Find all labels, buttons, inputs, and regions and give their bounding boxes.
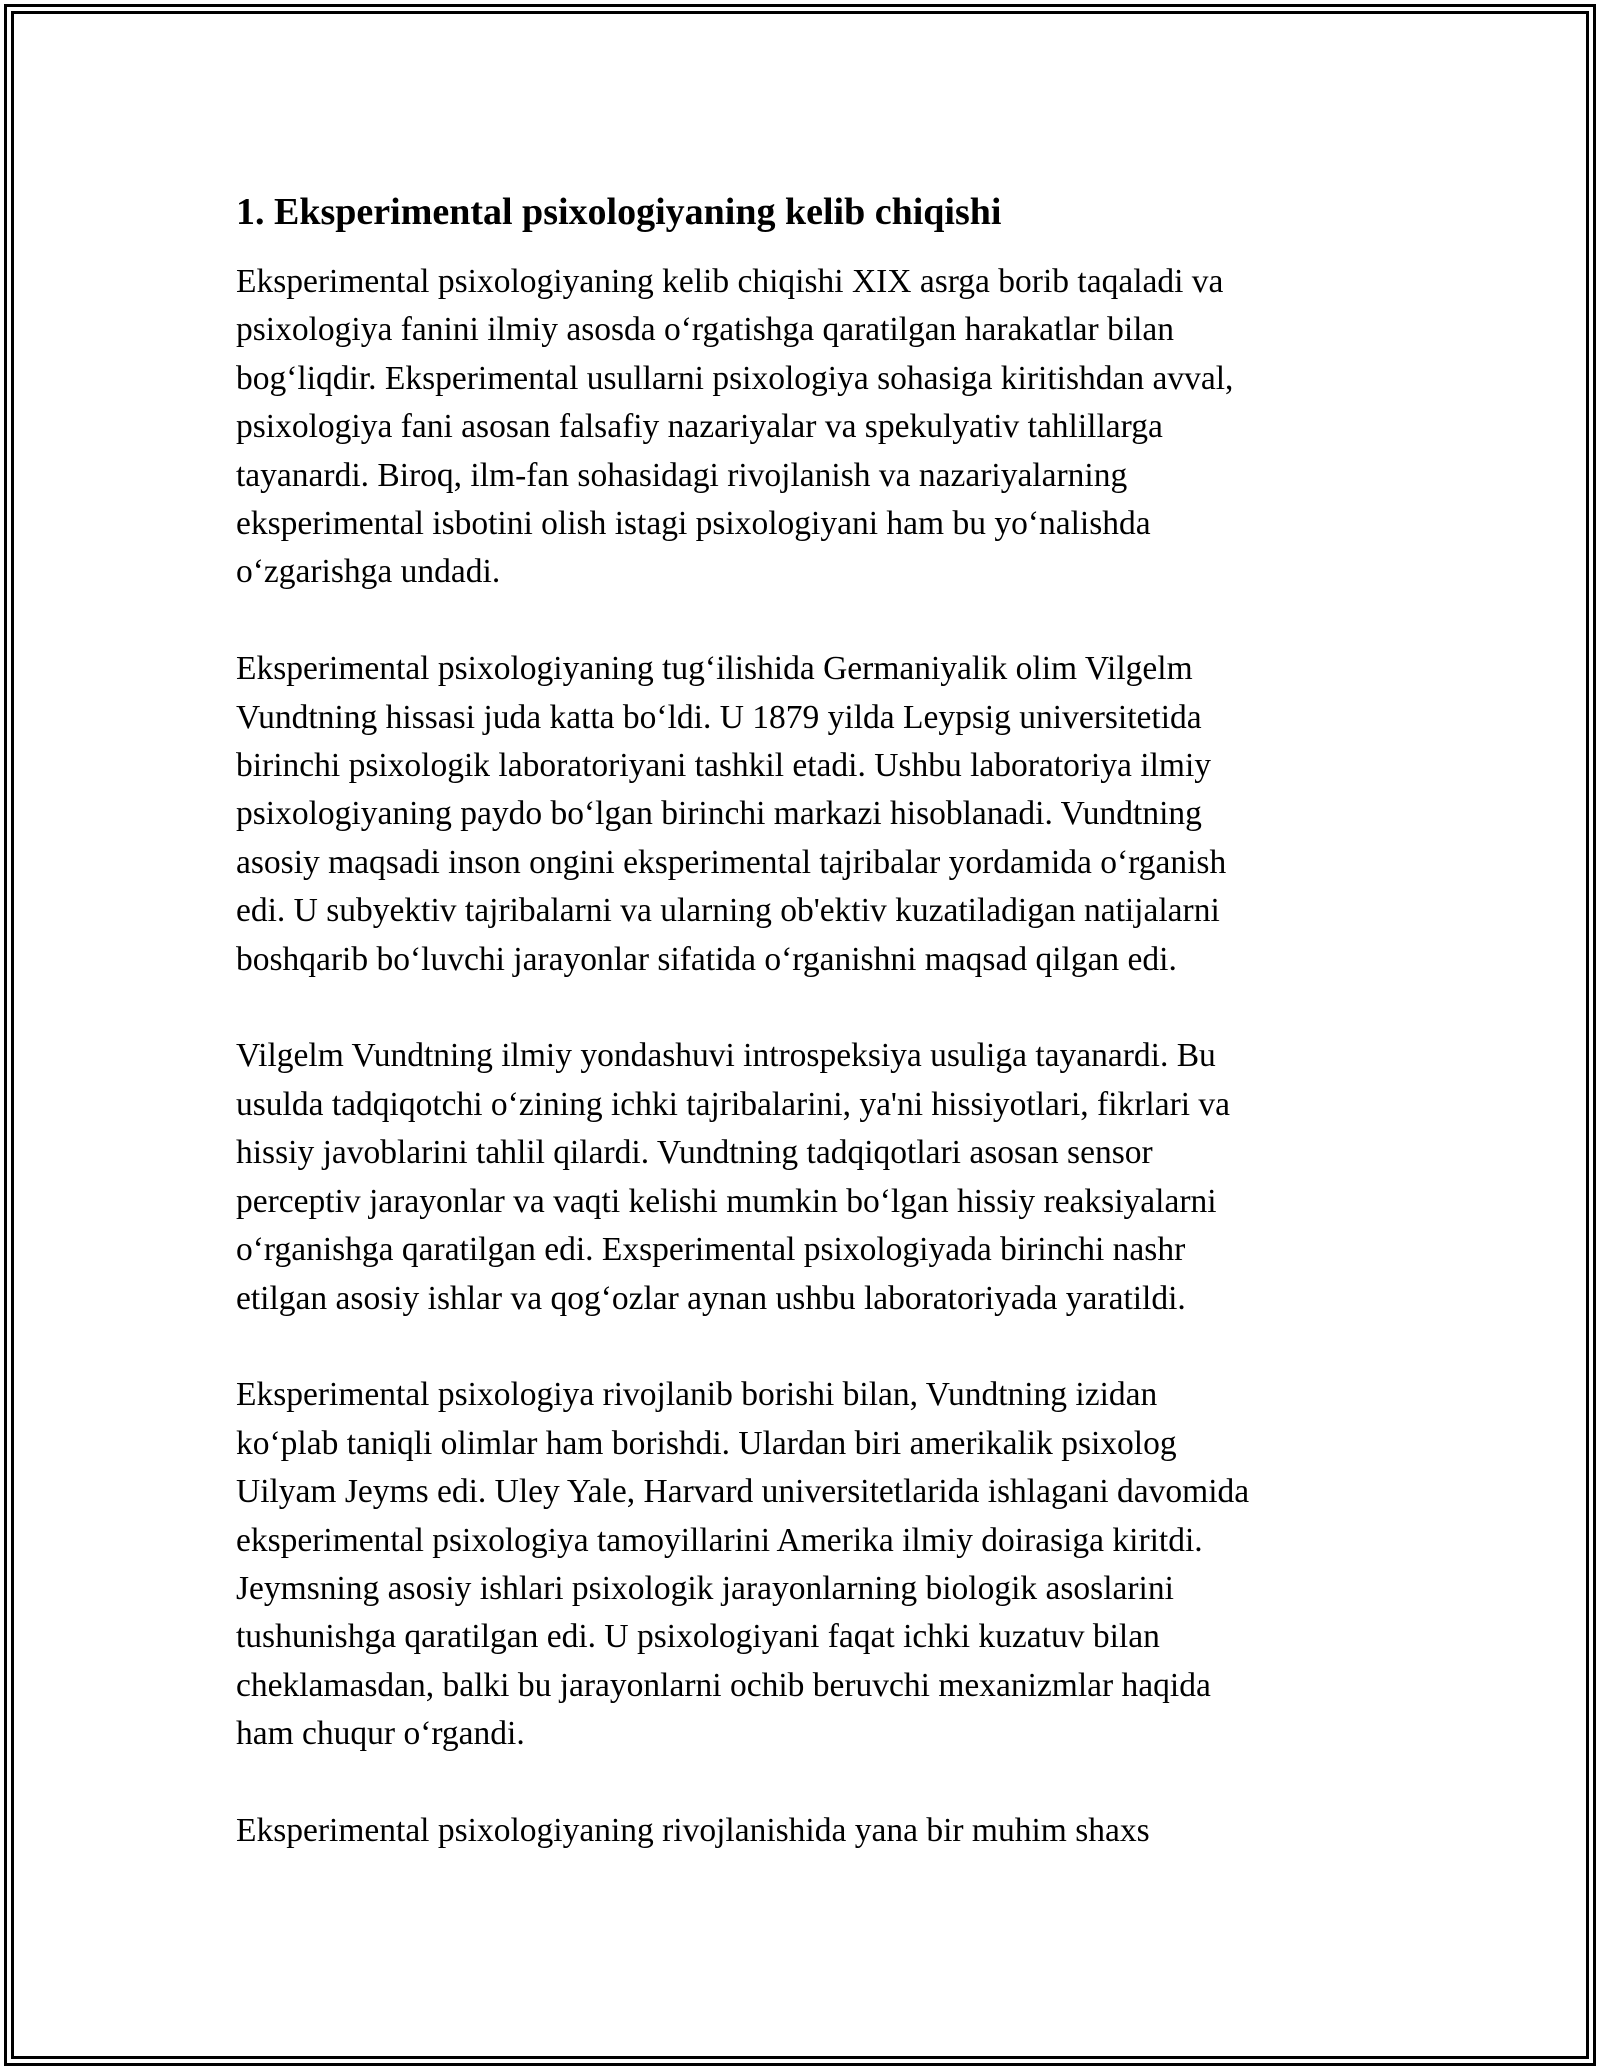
- text-line: Eksperimental psixologiyaning kelib chiqishi XIX asrga borib taqaladi va: [236, 263, 1224, 300]
- text-line: etilgan asosiy ishlar va qog‘ozlar aynan ushbu laboratoriyada yaratildi.: [236, 1279, 1186, 1317]
- text-line: bog‘liqdir. Eksperimental usullarni psixologiya sohasiga kiritishdan avval,: [236, 359, 1234, 397]
- text-line: Eksperimental psixologiyaning tug‘ilishida Germaniyalik olim Vilgelm: [236, 650, 1193, 688]
- text-line: usulda tadqiqotchi o‘zining ichki tajribalarini, ya'ni hissiyotlari, fikrlari va: [236, 1085, 1231, 1123]
- paragraph-5: [236, 1807, 1366, 1855]
- text-line: hissiy javoblarini tahlil qilardi. Vundtning tadqiqotlari asosan sensor: [236, 1134, 1153, 1172]
- text-line: Eksperimental psixologiyaning rivojlanishida yana bir muhim shaxs: [236, 1811, 1150, 1849]
- text-line: edi. U subyektiv tajribalarni va ularning ob'ektiv kuzatiladigan natijalarni: [236, 892, 1220, 930]
- text-line: Uilyam Jeyms edi. Uley Yale, Harvard universitetlarida ishlagani davomida: [236, 1473, 1250, 1511]
- text-line: psixologiyaning paydo bo‘lgan birinchi markazi hisoblanadi. Vundtning: [236, 795, 1202, 833]
- text-line: ham chuqur o‘rgandi.: [236, 1715, 525, 1753]
- text-line: asosiy maqsadi inson ongini eksperimental tajribalar yordamida o‘rganish: [236, 843, 1227, 881]
- text-line: Vundtning hissasi juda katta bo‘ldi. U 1879 yilda Leypsig universitetida: [236, 698, 1202, 736]
- section-heading: 1. Eksperimental psixologiyaning kelib chiqishi: [236, 191, 1002, 233]
- text-line: boshqarib bo‘luvchi jarayonlar sifatida o‘rganishni maqsad qilgan edi.: [236, 940, 1177, 978]
- text-line: Jeymsning asosiy ishlari psixologik jarayonlarning biologik asoslarini: [236, 1569, 1174, 1607]
- text-line: psixologiya fanini ilmiy asosda o‘rgatishga qaratilgan harakatlar bilan: [236, 311, 1175, 349]
- paragraph-3: [236, 1032, 1366, 1322]
- paragraph-2: [236, 645, 1366, 984]
- text-line: eksperimental psixologiya tamoyillarini Amerika ilmiy doirasiga kiritdi.: [236, 1521, 1203, 1559]
- text-line: Eksperimental psixologiya rivojlanib borishi bilan, Vundtning izidan: [236, 1376, 1158, 1414]
- text-line: perceptiv jarayonlar va vaqti kelishi mumkin bo‘lgan hissiy reaksiyalarni: [236, 1182, 1217, 1220]
- text-line: Vilgelm Vundtning ilmiy yondashuvi introspeksiya usuliga tayanardi. Bu: [236, 1037, 1216, 1075]
- paragraph-1: [236, 258, 1366, 597]
- text-line: birinchi psixologik laboratoriyani tashkil etadi. Ushbu laboratoriya ilmiy: [236, 747, 1212, 785]
- text-line: cheklamasdan, balki bu jarayonlarni ochib beruvchi mexanizmlar haqida: [236, 1666, 1211, 1704]
- text-line: psixologiya fani asosan falsafiy nazariyalar va spekulyativ tahlillarga: [236, 408, 1163, 446]
- text-line: o‘zgarishga undadi.: [236, 553, 501, 591]
- paragraph-4: [236, 1371, 1366, 1758]
- document-body: [236, 186, 1366, 1904]
- text-line: ko‘plab taniqli olimlar ham borishdi. Ulardan biri amerikalik psixolog: [236, 1424, 1177, 1462]
- text-line: tayanardi. Biroq, ilm-fan sohasidagi rivojlanish va nazariyalarning: [236, 456, 1128, 494]
- text-line: eksperimental isbotini olish istagi psixologiyani ham bu yo‘nalishda: [236, 505, 1151, 543]
- text-line: tushunishga qaratilgan edi. U psixologiyani faqat ichki kuzatuv bilan: [236, 1618, 1160, 1656]
- text-line: o‘rganishga qaratilgan edi. Exsperimental psixologiyada birinchi nashr: [236, 1231, 1186, 1269]
